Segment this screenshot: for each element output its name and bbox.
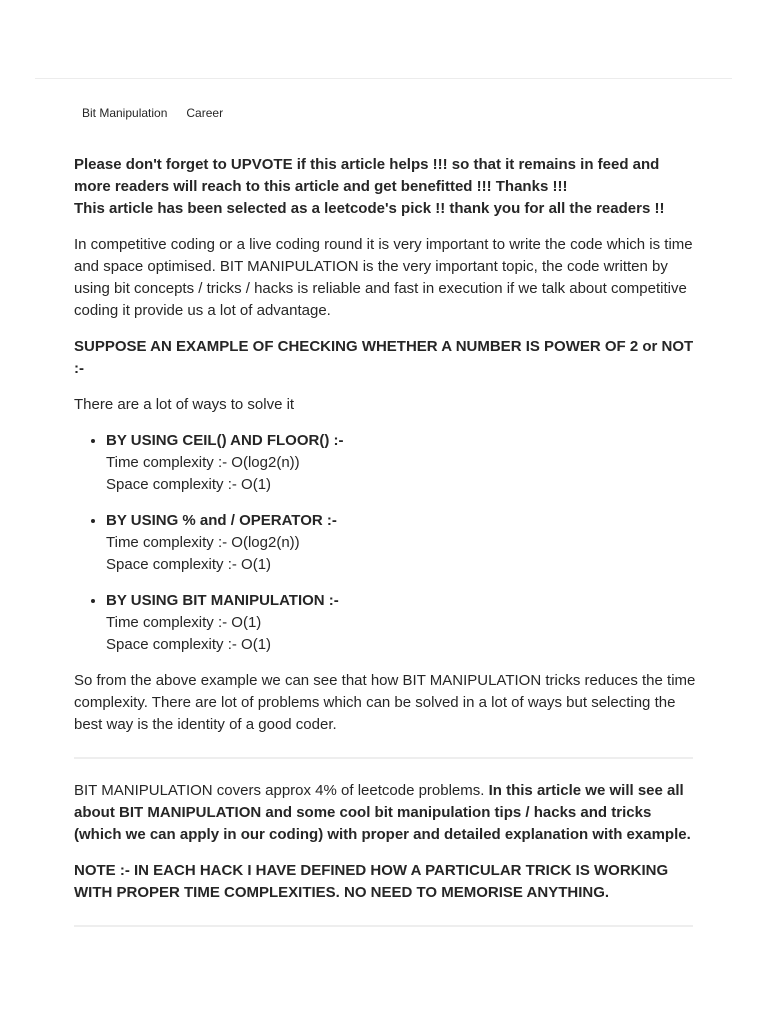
tag-career[interactable]: Career xyxy=(186,106,224,120)
tag-list xyxy=(82,106,223,120)
way-time-complexity: Time complexity :- O(1) xyxy=(106,614,262,631)
conclusion-paragraph: So from the above example we can see that how BIT MANIPULATION tricks reduces the time complexity. There are lot of problems which can be solved in a lot of ways but selecting the best way is the identity of a good coder. xyxy=(74,672,696,733)
way-title: BY USING CEIL() AND FLOOR() :- xyxy=(106,432,344,449)
leetcode-pick-note: This article has been selected as a leetcode's pick !! thank you for all the readers !! xyxy=(74,200,665,217)
list-item xyxy=(106,590,698,656)
upvote-request xyxy=(74,154,698,220)
coverage-text: BIT MANIPULATION covers approx 4% of leetcode problems. xyxy=(74,782,489,799)
way-space-complexity: Space complexity :- O(1) xyxy=(106,476,272,493)
way-time-complexity: Time complexity :- O(log2(n)) xyxy=(106,534,300,551)
intro-paragraph: In competitive coding or a live coding round it is very important to write the code which is time and space optimised. BIT MANIPULATION is the very important topic, the code written by using bit concepts / tricks / hacks is reliable and fast in execution if we talk about competitive coding it provide us a lot of advantage. xyxy=(74,236,693,319)
example-heading: SUPPOSE AN EXAMPLE OF CHECKING WHETHER A NUMBER IS POWER OF 2 or NOT :- xyxy=(74,338,694,377)
ways-intro: There are a lot of ways to solve it xyxy=(74,396,295,413)
section-divider-bottom xyxy=(74,925,693,927)
section-divider xyxy=(74,757,693,759)
note-paragraph: NOTE :- IN EACH HACK I HAVE DEFINED HOW A PARTICULAR TRICK IS WORKING WITH PROPER TIME COMPLEXITIES. NO NEED TO MEMORISE ANYTHING. xyxy=(74,862,669,901)
upvote-request-text: Please don't forget to UPVOTE if this article helps !!! so that it remains in feed and more readers will reach to this article and get benefitted !!! Thanks !!! xyxy=(74,156,660,195)
tag-bit-manipulation[interactable]: Bit Manipulation xyxy=(82,106,168,120)
list-item xyxy=(106,510,698,576)
way-space-complexity: Space complexity :- O(1) xyxy=(106,636,272,653)
ways-list xyxy=(74,430,698,656)
way-time-complexity: Time complexity :- O(log2(n)) xyxy=(106,454,300,471)
coverage-bold-text: In this article we will see all about BIT MANIPULATION and some cool bit manipulation tips / hacks and tricks (which we can apply in our coding) with proper and detailed explanation with example. xyxy=(74,782,691,843)
way-title: BY USING BIT MANIPULATION :- xyxy=(106,592,339,609)
header-divider xyxy=(35,78,732,79)
way-space-complexity: Space complexity :- O(1) xyxy=(106,556,272,573)
way-title: BY USING % and / OPERATOR :- xyxy=(106,512,337,529)
article-body xyxy=(74,154,698,948)
coverage-paragraph xyxy=(74,780,698,846)
list-item xyxy=(106,430,698,496)
